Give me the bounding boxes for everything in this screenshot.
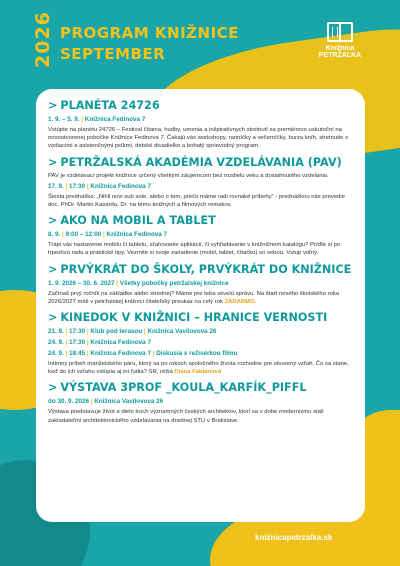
event-meta <box>48 279 351 288</box>
event-title <box>48 311 351 325</box>
event-item <box>48 311 351 376</box>
separator: | <box>79 116 85 123</box>
event-meta <box>48 397 351 406</box>
separator: | <box>63 350 70 358</box>
event-item <box>48 214 351 257</box>
separator: | <box>63 339 70 347</box>
chevron-right-icon: > <box>48 214 58 228</box>
event-item <box>48 263 351 306</box>
event-meta <box>48 338 351 347</box>
event-meta-part: Všetky pobočky petržalskej knižnice <box>119 279 229 287</box>
separator: | <box>142 328 148 336</box>
event-meta-part: 18:45 <box>69 350 86 358</box>
event-title <box>48 99 351 113</box>
logo-text-line2: PETRŽALKA <box>318 52 362 59</box>
program-card <box>36 89 365 522</box>
separator: | <box>114 279 120 287</box>
separator: | <box>101 231 107 239</box>
event-meta-part: 24. 9. <box>48 350 64 358</box>
event-meta-part: Knižnica Fedinova 7 <box>106 231 168 239</box>
event-title <box>48 263 351 277</box>
chevron-right-icon: > <box>48 99 58 112</box>
event-meta <box>48 230 351 239</box>
chevron-right-icon: > <box>48 311 58 325</box>
event-description: Intímny príbeh manželského páru, ktorý sa po rokoch spoločného života rozhodne pre otvorený vzťah. Čo sa stane, keď do ich vzťahu vstúpia aj iní ľudia? SR, réžia Diana Fabiánová <box>48 361 349 376</box>
event-meta-part: 17. 9. <box>48 182 64 190</box>
event-description: Šiesta prednáška: „Nihil novi sub sole, alebo o tom, prečo máme radi rovnaké príbehy“ - prednáškou nás prevedie doc. PhDr. Martin Kasarda, Dr. na tému knižných a filmových remakov. <box>48 193 345 209</box>
separator: | <box>63 182 70 190</box>
event-title-text: PETRŽALSKÁ AKADÉMIA VZDELÁVANIA (PAV) <box>60 155 342 169</box>
chevron-right-icon: > <box>48 381 58 395</box>
website-url[interactable]: kniznicapetrzalka.sk <box>255 533 333 542</box>
separator: | <box>85 182 91 190</box>
event-meta-part: 17:30 <box>69 182 86 190</box>
event-meta-part: Knižnica Fedinova 7 <box>90 182 151 190</box>
event-meta-part: 21. 9. <box>48 328 64 336</box>
event-title-text: AKO NA MOBIL A TABLET <box>60 214 216 228</box>
event-meta-part: 17:30 <box>69 328 86 336</box>
event-meta-part: 1. 9. – 5. 9. <box>48 116 80 123</box>
event-meta-part: 24. 9. <box>48 339 64 347</box>
library-logo <box>305 22 375 59</box>
separator: | <box>85 339 91 347</box>
year-label: 2026 <box>32 11 54 68</box>
event-meta-part: Knižnica Vavilovova 26 <box>147 328 217 336</box>
event-item <box>48 381 351 424</box>
event-meta <box>48 115 351 124</box>
event-meta-part: 8. 9. <box>48 231 61 239</box>
event-meta-part: Knižnica Vavilovova 26 <box>94 398 164 406</box>
event-meta-part: Knižnica Fedinova 7 <box>90 339 151 347</box>
event-description: Vstúpte na planétu 24726 – Festival čítania, hudby, umenia a inšpiratívnych stretnutí sa premiérovo uskutoční na novootvorenej pobočke Knižnice Fedinova 7. Čakajú vás workshopy, ranníčky a večerníčky, burza kníh, stretnutie s vodiacimi a asistenčnými psíkmi, detské divadielko a bohatý sprievodný program. <box>48 127 349 150</box>
event-meta <box>48 182 351 191</box>
event-item <box>48 99 351 151</box>
event-meta-part: Klub pod terasou <box>90 328 143 336</box>
event-meta <box>48 349 351 358</box>
chevron-right-icon: > <box>48 155 58 169</box>
header <box>0 0 400 80</box>
event-meta-part: Knižnica Fedinova 7 <box>84 116 146 123</box>
page-subtitle: SEPTEMBER <box>60 45 166 63</box>
event-meta-part: 9:00 – 12:00 <box>65 231 102 239</box>
separator: | <box>88 398 95 406</box>
event-title-text: PLANÉTA 24726 <box>60 99 160 112</box>
event-intro: PAV je vzdelávací projekt knižnice určený všetkým záujemcom bez rozdielu veku a dosiahnutého vzdelania. <box>48 172 329 179</box>
event-meta-part: do 30. 9. 2026 <box>48 398 89 406</box>
event-meta-part: Knižnica Fedinova 7 <box>90 350 151 358</box>
event-description: Výstava predstavuje život a dielo troch významných českých architektov, ktorí sa v dobe modernizmu stali zakladateľmi architektonického vzdelávania na dnešnej STU v Bratislave. <box>48 409 324 424</box>
highlight-text: ZADARMO. <box>224 298 257 305</box>
event-title <box>48 214 351 228</box>
event-title <box>48 156 351 170</box>
book-icon <box>327 22 353 42</box>
event-meta-part: 17:30 <box>69 339 86 347</box>
chevron-right-icon: > <box>48 262 58 276</box>
separator: | <box>150 350 157 358</box>
event-meta-part: Diskusia s režisérkou filmu <box>156 350 238 358</box>
event-meta-part: 1. 9. 2026 – 30. 6. 2027 <box>48 279 115 287</box>
separator: | <box>85 350 91 358</box>
page-title: PROGRAM KNIŽNICE <box>60 24 239 42</box>
event-item <box>48 156 351 210</box>
event-title-text: PRVÝKRÁT DO ŠKOLY, PRVÝKRÁT DO KNIŽNICE <box>60 262 352 276</box>
highlight-text: Diana Fabiánová <box>174 369 222 376</box>
event-title-text: VÝSTAVA 3PROF _KOULA_KARFÍK_PIFFL <box>60 381 307 395</box>
logo-text-line1: Knižnica <box>325 45 355 52</box>
event-description: Trápi vás nastavenie mobilu či tabletu, sťahovanie aplikácií, či vyhľadávanie v knižničnom katalógu? Príďte si po trpezlivú radu a praktické tipy. Vezmite si svoje zariadenie (mobil, tablet, čítačku) so sebou. Vstup voľný. <box>48 242 341 257</box>
event-meta <box>48 327 351 336</box>
separator: | <box>60 231 66 239</box>
event-title-text: KINEDOK V KNIŽNICI – HRANICE VERNOSTI <box>60 311 328 325</box>
separator: | <box>63 328 70 336</box>
event-description: Začínaš prvý ročník na základke alebo strednej? Máme pre teba skvelú správu. Na štart nového školského roka 2026/2027 máš v petržalskej knižnici čitateľský preukaz na celý rok ZADARMO. <box>48 290 340 305</box>
event-title <box>48 381 351 395</box>
separator: | <box>85 328 91 336</box>
